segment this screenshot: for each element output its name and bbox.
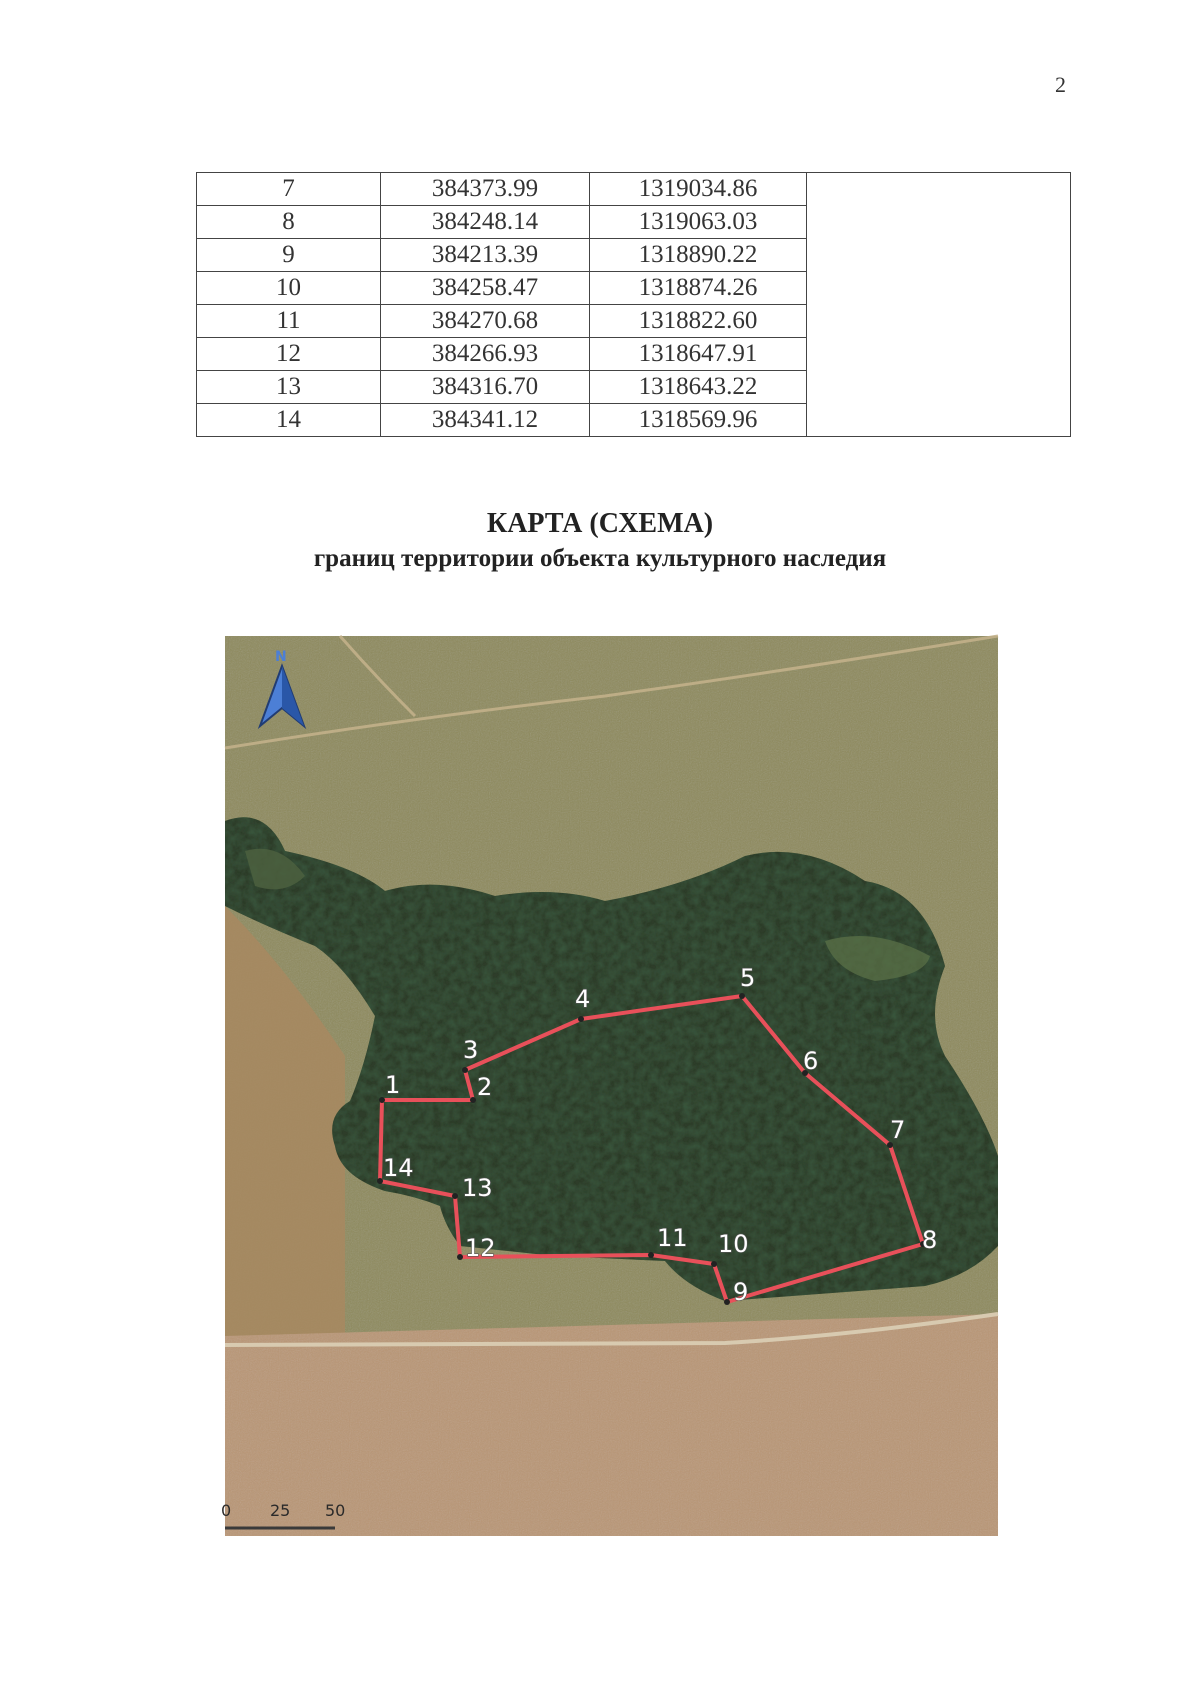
point-number: 7 [197,173,381,206]
point-label: 4 [575,985,591,1013]
point-label: 11 [657,1224,688,1252]
point-label: 14 [383,1154,414,1182]
map-subtitle: границ территории объекта культурного наследия [313,545,887,572]
y-coordinate: 1318890.22 [590,239,807,272]
satellite-map [221,636,998,1536]
point-label: 1 [385,1071,401,1099]
x-coordinate: 384373.99 [381,173,590,206]
point-number: 13 [197,371,381,404]
boundary-vertex [457,1254,463,1260]
scale-tick-25: 25 [270,1501,291,1520]
point-label: 9 [733,1278,749,1306]
point-label: 6 [803,1047,819,1075]
point-number: 10 [197,272,381,305]
x-coordinate: 384316.70 [381,371,590,404]
map-canvas [221,636,998,1536]
boundary-vertex [452,1193,458,1199]
y-coordinate: 1318822.60 [590,305,807,338]
page-number: 2 [1055,72,1066,97]
north-label: N [275,649,287,665]
y-coordinate: 1318643.22 [590,371,807,404]
empty-column [807,173,1071,437]
boundary-vertex [724,1299,730,1305]
boundary-vertex [739,993,745,999]
boundary-vertex [462,1067,468,1073]
point-number: 8 [197,206,381,239]
y-coordinate: 1318647.91 [590,338,807,371]
point-number: 9 [197,239,381,272]
point-label: 12 [465,1234,496,1262]
point-label: 3 [463,1036,479,1064]
table-row [197,173,1071,206]
y-coordinate: 1318569.96 [590,404,807,437]
boundary-vertex [711,1261,717,1267]
point-label: 7 [890,1116,906,1144]
y-coordinate: 1318874.26 [590,272,807,305]
boundary-vertex [470,1097,476,1103]
scale-tick-50: 50 [325,1501,346,1520]
scale-tick-0: 0 [221,1501,232,1520]
coordinates-table [196,172,1071,437]
x-coordinate: 384270.68 [381,305,590,338]
boundary-vertex [578,1016,584,1022]
map-title: КАРТА (СХЕМА) [486,508,714,539]
x-coordinate: 384248.14 [381,206,590,239]
point-label: 10 [718,1230,749,1258]
x-coordinate: 384213.39 [381,239,590,272]
point-label: 8 [922,1226,938,1254]
point-label: 2 [477,1073,493,1101]
point-number: 14 [197,404,381,437]
y-coordinate: 1319034.86 [590,173,807,206]
point-label: 13 [462,1174,493,1202]
x-coordinate: 384341.12 [381,404,590,437]
point-number: 12 [197,338,381,371]
x-coordinate: 384266.93 [381,338,590,371]
x-coordinate: 384258.47 [381,272,590,305]
point-number: 11 [197,305,381,338]
point-label: 5 [740,964,756,992]
y-coordinate: 1319063.03 [590,206,807,239]
boundary-vertex [648,1252,654,1258]
